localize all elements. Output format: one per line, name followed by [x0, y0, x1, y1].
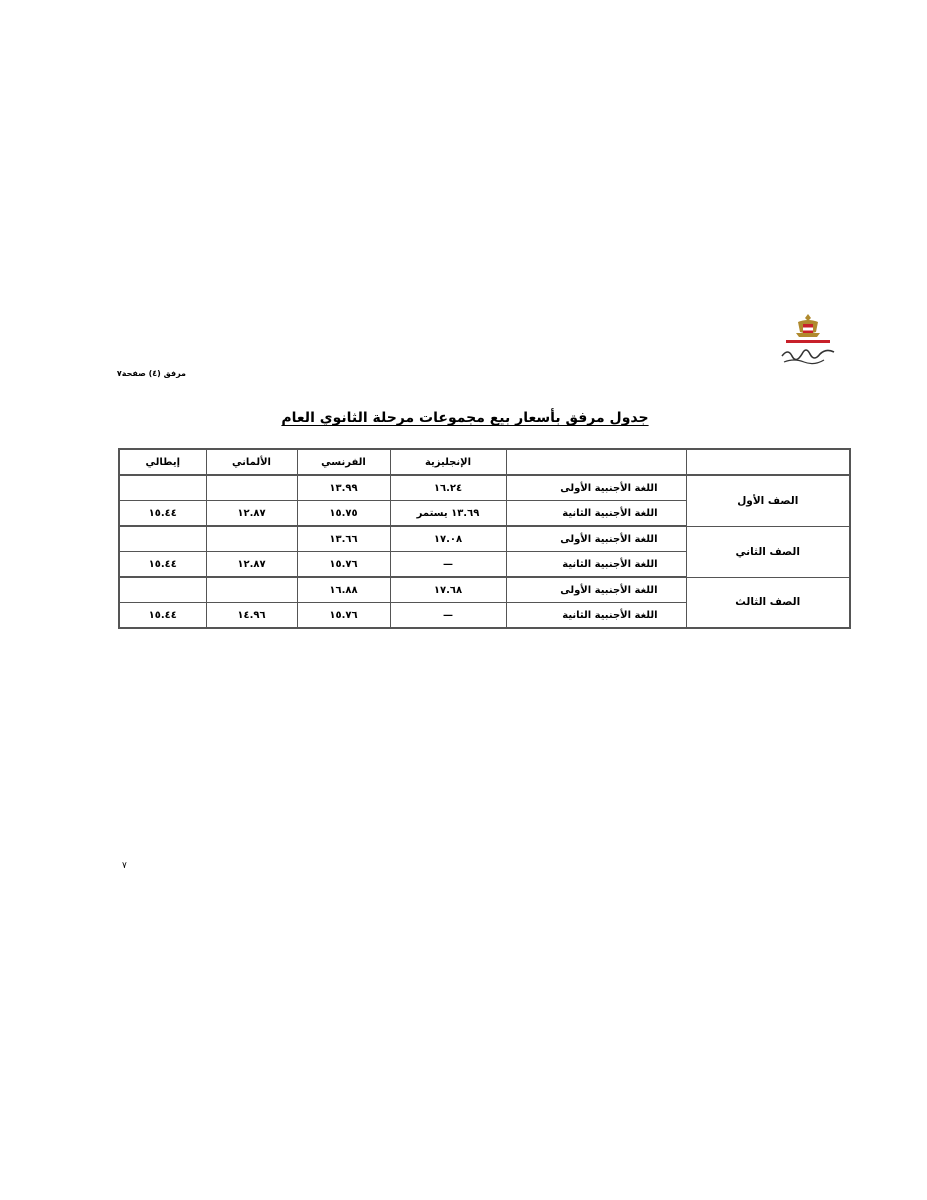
language-cell: اللغة الأجنبية الأولى: [506, 526, 686, 552]
italian-price: [119, 475, 206, 501]
ministry-logo: [776, 312, 840, 368]
language-cell: اللغة الأجنبية الثانية: [506, 501, 686, 527]
german-price: [206, 526, 297, 552]
french-price: ١٥.٧٥: [297, 501, 390, 527]
grade-cell: الصف الثالث: [686, 577, 850, 628]
eagle-emblem-icon: [796, 314, 820, 337]
italian-price: [119, 577, 206, 603]
logo-banner-icon: [786, 340, 830, 343]
price-table: [118, 448, 851, 629]
italian-price: ١٥.٤٤: [119, 603, 206, 629]
english-price: ١٣.٦٩ يستمر: [390, 501, 506, 527]
page-title: جدول مرفق بأسعار بيع مجموعات مرحلة الثانوي العام: [281, 410, 649, 426]
italian-price: ١٥.٤٤: [119, 501, 206, 527]
french-price: ١٥.٧٦: [297, 603, 390, 629]
german-price: [206, 577, 297, 603]
table-header-row: [119, 449, 850, 475]
header-german: الألماني: [206, 449, 297, 475]
english-price: ١٦.٢٤: [390, 475, 506, 501]
page-number: ٧: [122, 861, 127, 871]
header-french: الفرنسي: [297, 449, 390, 475]
table-row: [119, 577, 850, 603]
french-price: ١٥.٧٦: [297, 552, 390, 578]
german-price: [206, 475, 297, 501]
language-cell: اللغة الأجنبية الأولى: [506, 577, 686, 603]
table-row: [119, 475, 850, 501]
english-price: ١٧.٦٨: [390, 577, 506, 603]
german-price: ١٤.٩٦: [206, 603, 297, 629]
german-price: ١٢.٨٧: [206, 552, 297, 578]
english-price: —: [390, 603, 506, 629]
french-price: ١٣.٩٩: [297, 475, 390, 501]
english-price: —: [390, 552, 506, 578]
language-cell: اللغة الأجنبية الأولى: [506, 475, 686, 501]
header-italian: إيطالي: [119, 449, 206, 475]
header-english: الإنجليزية: [390, 449, 506, 475]
header-grade: [686, 449, 850, 475]
italian-price: ١٥.٤٤: [119, 552, 206, 578]
english-price: ١٧.٠٨: [390, 526, 506, 552]
french-price: ١٦.٨٨: [297, 577, 390, 603]
calligraphy-icon: [782, 350, 834, 360]
grade-cell: الصف الأول: [686, 475, 850, 526]
attachment-note: مرفق (٤) صفحة٧: [116, 369, 186, 378]
italian-price: [119, 526, 206, 552]
german-price: ١٢.٨٧: [206, 501, 297, 527]
language-cell: اللغة الأجنبية الثانية: [506, 603, 686, 629]
header-language: [506, 449, 686, 475]
grade-cell: الصف الثاني: [686, 526, 850, 577]
table-row: [119, 526, 850, 552]
language-cell: اللغة الأجنبية الثانية: [506, 552, 686, 578]
french-price: ١٣.٦٦: [297, 526, 390, 552]
